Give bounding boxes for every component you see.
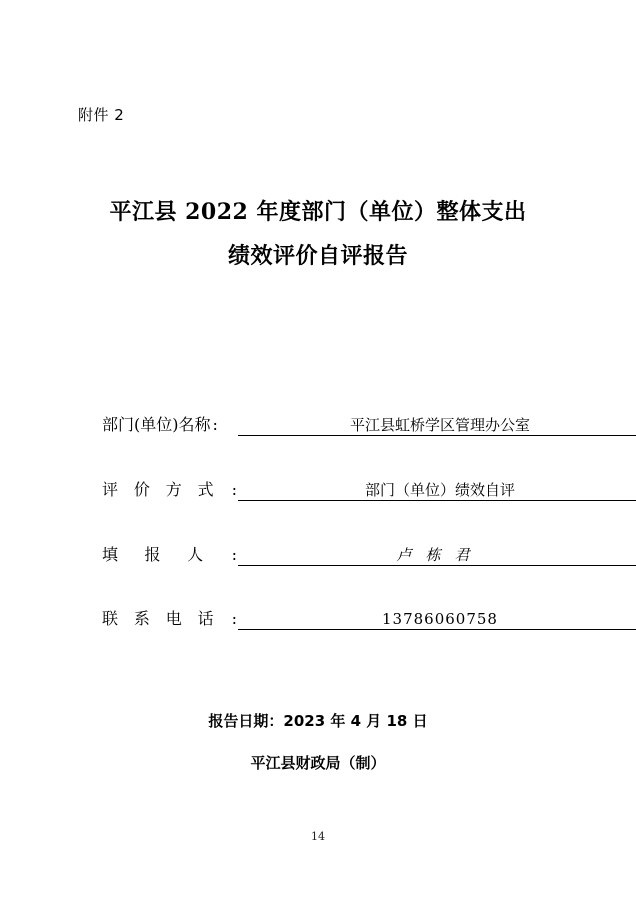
label-colon: : — [231, 545, 237, 564]
field-value-method: 部门（单位）绩效自评 — [238, 480, 636, 501]
field-value-department: 平江县虹桥学区管理办公室 — [238, 415, 636, 436]
field-label-method — [102, 480, 237, 500]
label-colon: : — [212, 415, 218, 434]
label-text: 部门(单位)名称 — [102, 415, 211, 434]
label-char: 价 — [133, 480, 150, 499]
label-char: 系 — [133, 609, 150, 628]
label-char: 式 — [197, 480, 214, 499]
report-title-line-1: 平江县 2022 年度部门（单位）整体支出 — [109, 199, 527, 225]
field-evaluation-method — [102, 480, 542, 504]
label-char: 联 — [102, 609, 119, 628]
field-reporter — [102, 545, 542, 569]
label-char: 方 — [165, 480, 182, 499]
field-label-department — [102, 415, 237, 435]
label-char: 话 — [197, 609, 214, 628]
field-department-name — [102, 415, 542, 439]
label-char: 报 — [144, 545, 161, 564]
report-date: 报告日期：2023 年 4 月 18 日 — [208, 712, 428, 730]
field-phone — [102, 609, 542, 633]
field-label-reporter — [102, 545, 237, 565]
attachment-label: 附件 2 — [78, 106, 125, 124]
issuer: 平江县财政局（制） — [250, 754, 386, 772]
label-char: 填 — [102, 545, 119, 564]
page-number: 14 — [311, 830, 325, 843]
report-title-line-2: 绩效评价自评报告 — [227, 243, 408, 269]
field-label-phone — [102, 609, 237, 629]
field-value-phone: 13786060758 — [238, 609, 636, 630]
label-char: 人 — [187, 545, 204, 564]
field-value-reporter: 卢栋君 — [238, 545, 636, 566]
label-char: 评 — [102, 480, 119, 499]
label-char: 电 — [165, 609, 182, 628]
label-colon: : — [231, 609, 237, 628]
label-colon: : — [231, 480, 237, 499]
